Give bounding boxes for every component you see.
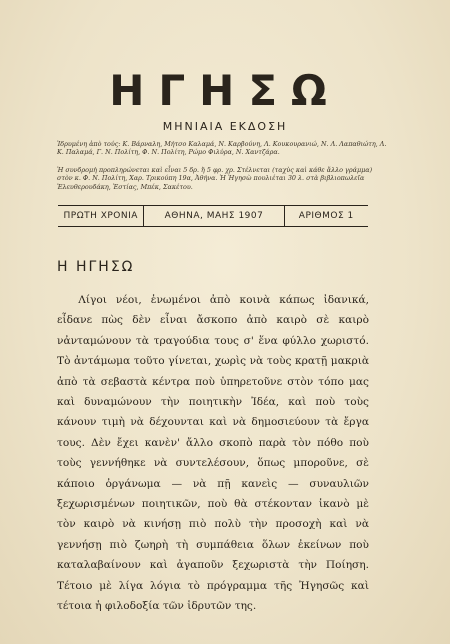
subscription-note: Ἡ συνδρομὴ προπληρώνεται καὶ εἶναι 5 δρ. ἢ 5 φρ. χρ. Στέλνεται (ταχὺς καὶ κάθε ἄλλο γράμμα) στὸν κ. Φ. Ν. Πολίτη, Χαρ. Τρικούπη 19α, Ἀθήνα. Ἡ Ἠγησὼ πουλιέται 30 λ. στὰ βιβλιοπωλεῖα Ἐλευθερουδάκη, Ἑστίας, Μπέκ, Σακέτου.: [57, 166, 373, 191]
masthead-subtitle: ΜΗΝΙΑΙΑ ΕΚΔΟΣΗ: [162, 120, 288, 133]
masthead-title: ΗΓΗΣΩ: [109, 66, 341, 115]
article-title: Η ΗΓΗΣΩ: [57, 259, 135, 275]
article-body: Λίγοι νέοι, ἑνωμένοι ἀπὸ κοινὰ κάπως ἰδανικά, εἶδανε πὼς δὲν εἶναι ἄσκοπο ἀπὸ καιρὸ σὲ καιρὸ νἀνταμώνουν τὰ τραγούδια τους σ' ἕνα φύλλο χωριστό. Τὸ ἀντάμωμα τοῦτο γίνεται, χωρὶς νὰ τοὺς κρατῇ μακριὰ ἀπὸ τὰ σεβαστὰ κέντρα ποὺ ὑπηρετοῦνε στὸν τόπο μας καὶ δυναμώνουν τὴν ποιητικὴν Ἰδέα, καὶ ποὺ τοὺς κάνουν τιμὴ νὰ δέχουνται καὶ νὰ δημοσιεύουν τὰ ἔργα τους. Δὲν ἔχει κανὲν' ἄλλο σκοπὸ παρὰ τὸν πόθο ποὺ τοὺς γεννήθηκε νὰ συντελέσουν, ὅπως μποροῦνε, σὲ κάποιο ὀργάνωμα — νὰ πῇ κανεὶς — συναυλιῶν ξεχωρισμένων ποιητικῶν, ποὺ θὰ στέκονταν ἱκανὸ μὲ τὸν καιρὸ νὰ κινήσῃ πιὸ πολὺ τὴν προσοχὴ καὶ νὰ γεννήσῃ πιὸ ζωηρὴ τὴ συμπάθεια ὅλων ἐκείνων ποὺ καταλαβαίνουν καὶ ἀγαποῦν ξεχωριστὰ τὴν Ποίηση. Τέτοιο μὲ λίγα λόγια τὸ πρόγραμμα τῆς Ἠγησῶς καὶ τέτοια ἡ φιλοδοξία τῶν ἱδρυτῶν της.: [57, 294, 369, 613]
issue-info-bar: [58, 205, 368, 227]
place-date-label: ΑΘΗΝΑ, ΜΑΗΣ 1907: [144, 206, 284, 226]
founders-note: Ἱδρυμένη ἀπὸ τούς: Κ. Βάρναλη, Μήτσο Καλαμά, Ν. Καρβούνη, Λ. Κουκουρανιώ, Ν. Λ. Λαπαθιώτη, Λ. Κ. Παλαμά, Γ. Ν. Πολίτη, Φ. Ν. Πολίτη, Ρώμο Φιλύρα, Ν. Χαντζάρα.: [57, 140, 387, 157]
year-label: ΠΡΩΤΗ ΧΡΟΝΙΑ: [58, 206, 144, 226]
issue-number-label: ΑΡΙΘΜΟΣ 1: [298, 211, 354, 221]
